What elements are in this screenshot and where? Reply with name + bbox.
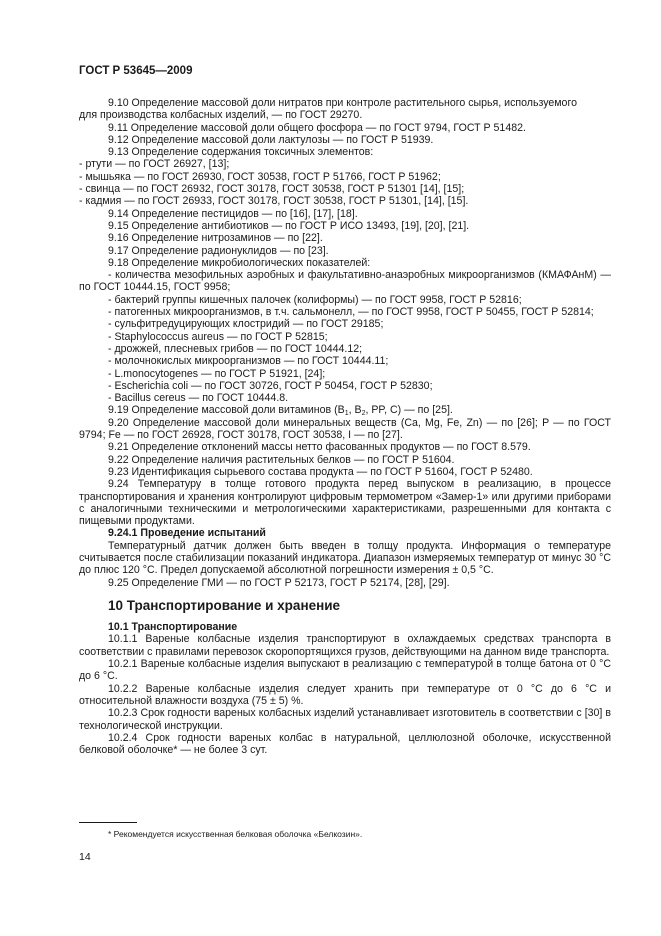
list-item: - ртути — по ГОСТ 26927, [13]; — [79, 158, 230, 171]
footnote-divider — [79, 822, 137, 823]
para-9-11: 9.11 Определение массовой доли общего фосфора — по ГОСТ 9794, ГОСТ Р 51482. — [108, 121, 526, 134]
para-9-25: 9.25 Определение ГМИ — по ГОСТ Р 52173, ГОСТ Р 52174, [28], [29]. — [108, 576, 450, 589]
para-9-23: 9.23 Идентификация сырьевого состава продукта — по ГОСТ Р 51604, ГОСТ Р 52480. — [108, 465, 533, 478]
subsection-heading: 9.24.1 Проведение испытаний — [108, 527, 266, 540]
para-9-13: 9.13 Определение содержания токсичных элементов: — [108, 146, 374, 159]
para-9-12: 9.12 Определение массовой доли лактулозы — по ГОСТ Р 51939. — [108, 133, 434, 146]
section-title: 10 Транспортирование и хранение — [108, 597, 341, 613]
para-9-24-1: Температурный датчик должен быть введен в толщу продукта. Информация о температуре считывается после стабилизации показаний индикатора. Диапазон измеряемых температур от минус 30 °С до плюс 120 °С. Предел допускаемой абсолютной погрешности измерения ± 0,5 °С. — [79, 539, 611, 577]
list-item: - бактерий группы кишечных палочек (колиформы) — по ГОСТ 9958, ГОСТ Р 52816; — [108, 293, 522, 306]
vitamin-text-pre: 9.19 Определение массовой доли витаминов (B — [108, 404, 345, 417]
list-item: - Bacillus cereus — по ГОСТ 10444.8. — [108, 392, 289, 405]
vitamin-subscript-1: 1 — [344, 410, 349, 418]
para-9-20: 9.20 Определение массовой доли минеральных веществ (Ca, Mg, Fe, Zn) — по [26]; P — по ГОСТ 9794; Fe — по ГОСТ 26928, ГОСТ 30178, ГОСТ 30538, I — по [27]. — [79, 416, 611, 442]
list-item: - молочнокислых микроорганизмов — по ГОСТ 10444.11; — [108, 355, 389, 368]
list-item: - кадмия — по ГОСТ 26933, ГОСТ 30178, ГОСТ 30538, ГОСТ Р 51301, [14], [15]. — [79, 195, 469, 208]
para-9-22: 9.22 Определение наличия растительных белков — по ГОСТ Р 51604. — [108, 453, 455, 466]
para-10-2-3: 10.2.3 Срок годности вареных колбасных изделий устанавливает изготовитель в соответствии с [30] в технологической инструкции. — [79, 707, 611, 732]
list-item: - сульфитредуцирующих клостридий — по ГОСТ 29185; — [108, 318, 384, 331]
document-header: ГОСТ Р 53645—2009 — [79, 65, 193, 77]
para-9-15: 9.15 Определение антибиотиков — по ГОСТ Р ИСО 13493, [19], [20], [21]. — [108, 219, 470, 232]
para-10-2-2: 10.2.2 Вареные колбасные изделия следует хранить при температуре от 0 °С до 6 °С и относительной влажности воздуха (75 ± 5) %. — [79, 682, 611, 707]
vitamin-subscript-2: 2 — [361, 410, 366, 418]
para-9-21: 9.21 Определение отклонений массы нетто фасованных продуктов — по ГОСТ 8.579. — [108, 441, 531, 454]
para-10-2-1: 10.2.1 Вареные колбасные изделия выпускают в реализацию с температурой в толще батона от 0 °С до 6 °С. — [79, 658, 611, 683]
list-item: - Escherichia coli — по ГОСТ 30726, ГОСТ Р 50454, ГОСТ Р 52830; — [108, 379, 433, 392]
para-10-2-4: 10.2.4 Срок годности вареных колбас в натуральной, целлюлозной оболочке, искусственной белковой оболочке* — не более 3 сут. — [79, 731, 611, 757]
vitamin-text-mid: , B — [348, 404, 362, 417]
para-9-18: 9.18 Определение микробиологических показателей: — [108, 256, 371, 269]
para-9-10: 9.10 Определение массовой доли нитратов при контроле растительного сырья, используемого — [108, 97, 577, 109]
list-item: - L.monocytogenes — по ГОСТ Р 51921, [24]; — [108, 367, 326, 380]
para-9-19 — [79, 404, 611, 416]
subsection-heading: 10.1 Транспортирование — [108, 621, 238, 634]
footnote: * Рекомендуется искусственная белковая оболочка «Белкозин». — [108, 829, 363, 839]
list-item: - патогенных микроорганизмов, в т.ч. сальмонелл, — по ГОСТ 9958, ГОСТ Р 50455, ГОСТ Р 52814; — [108, 306, 594, 319]
list-item: - Staphylococcus aureus — по ГОСТ Р 52815; — [108, 330, 328, 343]
para-9-17: 9.17 Определение радионуклидов — по [23]. — [108, 244, 329, 257]
page-number: 14 — [79, 851, 91, 863]
para-9-16: 9.16 Определение нитрозаминов — по [22]. — [108, 232, 323, 245]
para-9-14: 9.14 Определение пестицидов — по [16], [17], [18]. — [108, 207, 358, 220]
document-body — [79, 97, 611, 756]
list-item: - свинца — по ГОСТ 26932, ГОСТ 30178, ГОСТ 30538, ГОСТ Р 51301 [14], [15]; — [79, 183, 465, 196]
list-item: - дрожжей, плесневых грибов — по ГОСТ 10444.12; — [108, 342, 363, 355]
para-9-24: 9.24 Температуру в толще готового продукта перед выпуском в реализацию, в процессе транспортирования и хранения контролируют цифровым термометром «Замер-1» или другими приборами с аналогичными техническими и метрологическими характеристиками, разрешенными для контакта с пищевыми продуктами. — [79, 478, 611, 528]
para-9-10-cont: для производства колбасных изделий, — по ГОСТ 29270. — [79, 109, 363, 122]
list-item: - количества мезофильных аэробных и факультативно-анаэробных микроорганизмов (КМАФАнМ) — по ГОСТ 10444.15, ГОСТ 9958; — [79, 269, 611, 294]
para-10-1-1: 10.1.1 Вареные колбасные изделия транспортируют в охлаждаемых средствах транспорта в соответствии с правилами перевозок скоропортящихся грузов, действующими на данном виде транспорта. — [79, 633, 611, 658]
list-item: - мышьяка — по ГОСТ 26930, ГОСТ 30538, ГОСТ Р 51766, ГОСТ Р 51962; — [79, 170, 441, 183]
vitamin-text-post: , PP, C) — по [25]. — [365, 404, 453, 417]
